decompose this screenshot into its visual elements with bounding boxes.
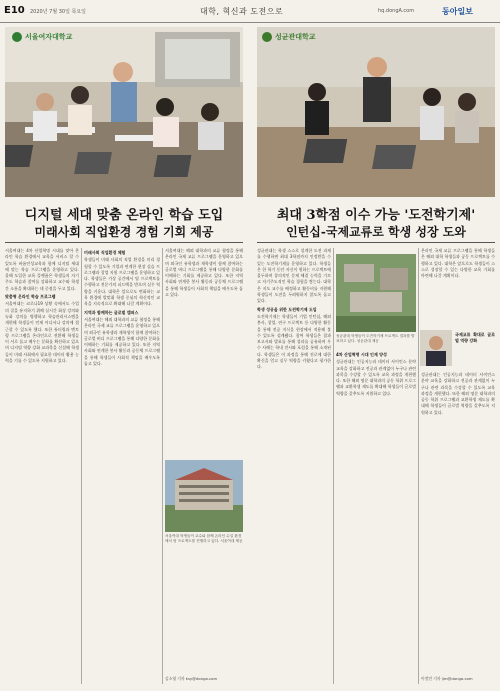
- column-rule: [418, 248, 419, 684]
- school-name: 성균관대학교: [275, 33, 316, 41]
- left-article-photo: [5, 27, 243, 197]
- left-caption: 서울여대 학생들이 교수와 함께 온라인 수업 환경에서 팀 프로젝트를 진행하고 있다. 서울여대 제공: [165, 534, 243, 543]
- right-column-2: [336, 350, 416, 684]
- left-intro: 서울여대는 4차 산업혁명 시대를 맞아 온라인 학습 환경에서 교육을 서비스 할 수 있도록 바롬인성교육과 함께 디지털 세대에 맞는 학습 프로그램을 운영하고 있다. 올해 도입한 교육 플랫폼은 학생들의 자기주도 학습과 참여를 강화하고 교수와 학생 간 소통을 확대하는 데 중점을 두고 있다.: [5, 248, 79, 291]
- right-paragraph-3-cont: 성균관대는 인공지능과 데이터 사이언스 분야 교육을 강화하고 전공과 관계없이 누구나 관련 과목을 수강할 수 있도록 교육 과정을 개편했다. 또한 해외 명문 대학과의 공동 학위 프로그램과 교환학생 제도를 확대해 학생들이 글로벌 역량을 갖추도록 지원하고 있다.: [421, 372, 495, 415]
- left-byline: 김소영 기자 ksy@donga.com: [165, 676, 218, 681]
- column-rule: [81, 248, 82, 684]
- left-paragraph-2: 학생들이 미래 사회의 직업 환경을 미리 경험할 수 있도록 기업과 연계한 현장 실습 프로그램과 창업 지원 프로그램을 운영하고 있다. 학생들은 가상 공간에서 팀 프로젝트를 수행하고 전문가의 피드백을 받으며 실무 역량을 키운다. 대학은 앞으로도 변화하는 교육 환경에 발맞춰 학생 중심의 혁신적인 교육을 지속적으로 확대해 나갈 계획이다.: [84, 257, 160, 307]
- left-paragraph-3: 서울여대는 해외 대학과의 교류 협정을 통해 온라인 국제 교류 프로그램을 운영하고 있으며 외국인 유학생과 재학생이 함께 참여하는 글로벌 버디 프로그램을 통해 다양한 문화를 이해하는 기회를 제공하고 있다. 또한 지역 사회와 연계한 봉사 활동과 공동체 프로그램을 통해 학생들이 사회적 책임을 배우도록 돕고 있다.: [84, 316, 160, 367]
- website: hq.dongA.com: [378, 8, 415, 14]
- left-subheading-2: 미래사회 직업환경 체험: [84, 250, 126, 255]
- section-title: 대학, 혁신과 도전으로: [200, 7, 284, 16]
- right-paragraph-2: 도전학기제는 학생들이 기업 인턴십, 해외 봉사, 창업, 연구 프로젝트 등 다양한 활동을 통해 전공 지식을 현장에서 적용해 볼 수 있도록 설계됐다. 참여 학생들은 결과 보고서와 발표를 통해 성과를 공유하며 우수 사례는 학내 전시와 포럼을 통해 소개된다. 학생들은 이 과정을 통해 진로에 대한 확신을 얻고 실무 역량을 키웠다고 평가한다.: [257, 313, 331, 370]
- newspaper-logo: 동아일보: [442, 7, 473, 16]
- right-column-3a: [421, 248, 495, 328]
- left-paragraph-1: 서울여대는 코로나19 상황 속에서도 수업의 질을 유지하기 위해 실시간 화상 강의와 녹화 강의를 병행하고 학습관리시스템을 개편해 학생들이 언제 어디서나 강의에 접근할 수 있도록 했다. 또한 튜터링과 멘토링 프로그램을 온라인으로 전환해 학생들이 서로 돕고 배우는 문화를 확산하고 있으며 디지털 역량 강화 교과목을 신설해 학생들이 미래 사회에서 필요한 데이터 활용 능력을 기를 수 있도록 지원하고 있다.: [5, 301, 79, 364]
- right-paragraph-4: 온라인 국제 교류 프로그램을 통해 학생들은 해외 대학 학생들과 공동 프로젝트를 수행하고 있다. 대학은 앞으로도 학생들이 스스로 성장할 수 있는 다양한 교육 기회를 마련해 나갈 계획이다.: [421, 248, 495, 279]
- right-byline: 이정민 기자 ljm@donga.com: [421, 676, 473, 681]
- right-subheading-3: 국제교류 확대로 글로벌 역량 강화: [455, 332, 495, 344]
- school-emblem-icon: [12, 32, 22, 42]
- left-headline-2: 미래사회 직업환경 경험 기회 제공: [34, 225, 214, 239]
- right-column-3b: [455, 330, 495, 370]
- left-subheading-1: 맞춤형 온라인 학습 프로그램: [5, 294, 56, 300]
- right-caption: 성균관대 학생들이 도전학기제 프로젝트 결과를 발표하고 있다. 성균관대 제공: [336, 334, 415, 343]
- date-line: 2020년 7월 30일 목요일: [30, 9, 87, 15]
- right-subheading-1: 학생 성공을 위한 도전학기제 도입: [257, 306, 317, 312]
- right-headline-1: 최대 3학점 이수 가능 '도전학기제': [276, 208, 476, 223]
- left-inset-photo: [165, 460, 243, 532]
- page-header: [0, 0, 500, 23]
- seoul-womens-logo: [12, 32, 72, 42]
- left-divider: [5, 242, 243, 243]
- left-column-2: [84, 248, 160, 684]
- column-rule: [333, 248, 334, 684]
- school-emblem-icon: [262, 32, 272, 42]
- left-subheading-3: 지역과 함께하는 글로벌 캠퍼스: [84, 309, 139, 315]
- right-paragraph-3: 성균관대는 인공지능과 데이터 사이언스 분야 교육을 강화하고 전공과 관계없이 누구나 관련 과목을 수강할 수 있도록 교육 과정을 개편했다. 또한 해외 명문 대학과의 공동 학위 프로그램과 교환학생 제도를 확대해 학생들이 글로벌 역량을 갖추도록 지원하고 있다.: [336, 359, 416, 396]
- right-subheading-2: 4차 산업혁명 시대 인재 양성: [336, 352, 387, 357]
- right-column-3c: [421, 372, 495, 672]
- right-portrait-photo: [420, 330, 452, 366]
- left-column-1: [5, 248, 79, 684]
- page-number: E10: [4, 5, 25, 16]
- right-inset-photo: [336, 254, 416, 332]
- left-paragraph-3-cont: 서울여대는 해외 대학과의 교류 협정을 통해 온라인 국제 교류 프로그램을 운영하고 있으며 외국인 유학생과 재학생이 함께 참여하는 글로벌 버디 프로그램을 통해 다양한 문화를 이해하는 기회를 제공하고 있다. 또한 지역 사회와 연계한 봉사 활동과 공동체 프로그램을 통해 학생들이 사회적 책임을 배우도록 돕고 있다.: [165, 248, 243, 298]
- skku-logo: [262, 32, 316, 42]
- school-name: 서울여자대학교: [25, 33, 73, 41]
- left-headline-1: 디지털 세대 맞춤 온라인 학습 도입: [24, 208, 224, 223]
- left-column-3: [165, 248, 243, 456]
- right-paragraph-1: 성균관대는 학생 스스로 설계한 도전 과제를 수행하면 최대 3학점까지 인정받을 수 있는 도전학기제를 운영하고 있다. 학생들은 한 학기 동안 자신이 원하는 프로젝트에 몰두하며 창의적인 문제 해결 능력을 기르고 자기주도적인 학습 경험을 쌓는다. 대학은 지도 교수를 배정하고 활동비를 지원해 학생들이 도전을 두려워하지 않도록 돕고 있다.: [257, 248, 331, 304]
- right-divider: [257, 242, 495, 243]
- column-rule: [162, 248, 163, 684]
- right-headline-2: 인턴십-국제교류로 학생 성장 도와: [286, 225, 466, 239]
- right-column-1: [257, 248, 331, 684]
- right-article-photo: [257, 27, 495, 197]
